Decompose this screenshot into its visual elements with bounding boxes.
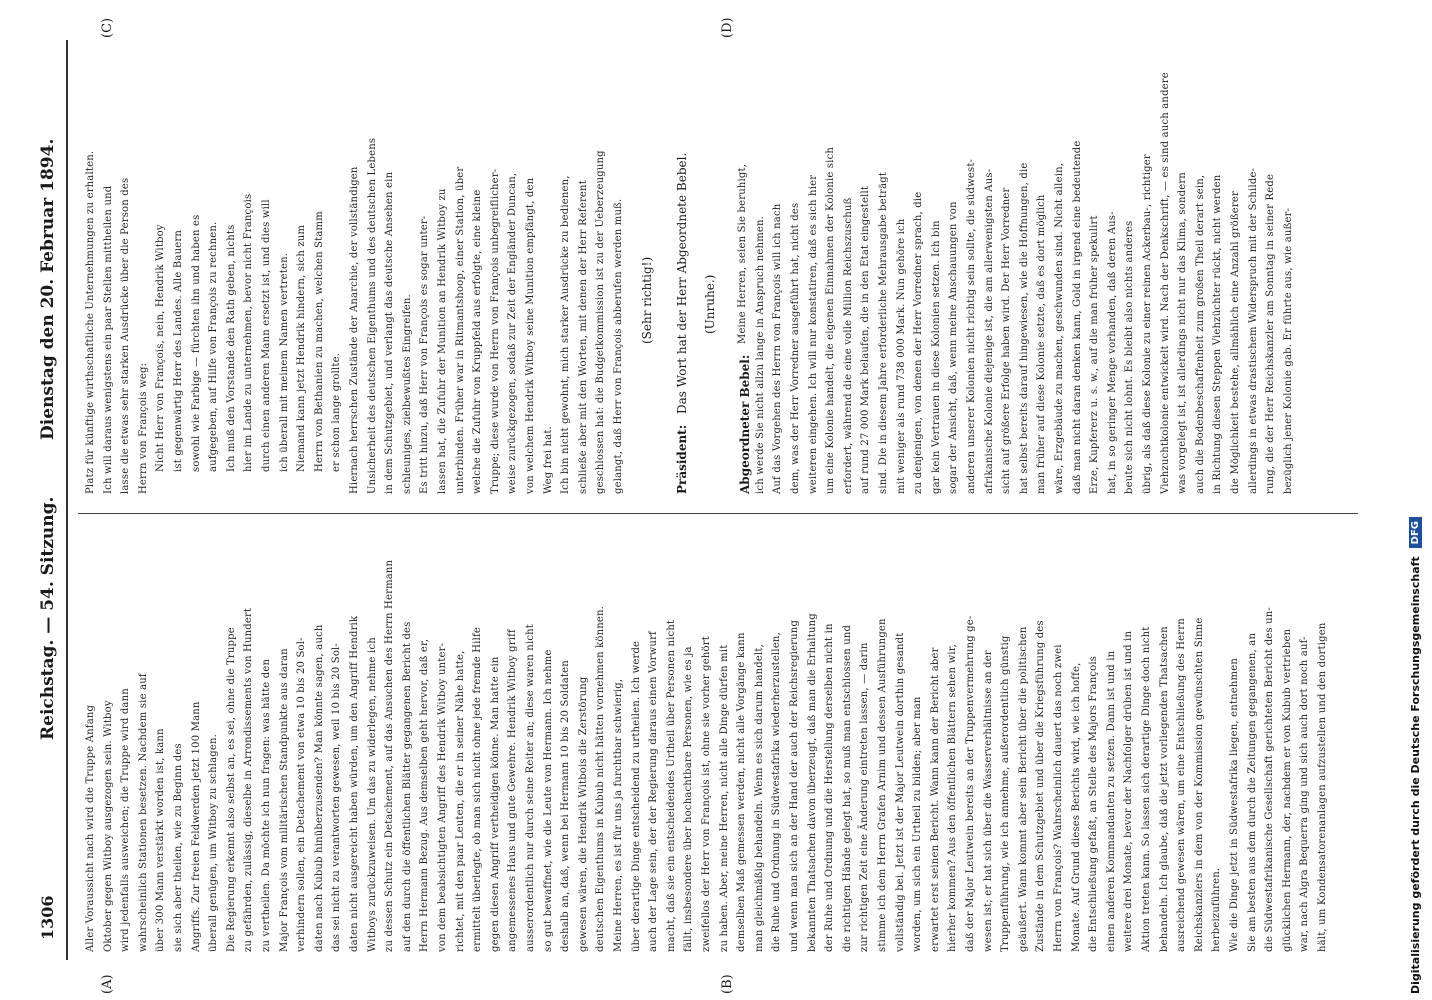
text-line: ausserordentlich nur durch seine Reiter an; diese waren nicht [525, 623, 536, 952]
text-line: bezüglich jener Kolonie gab. Er führte aus, wie außer- [1282, 207, 1294, 494]
text-line: Witboys zurückzuweisen. Um das zu widerlegen, nehme ich [366, 637, 378, 952]
running-title-date: Dienstag den 20. Februar 1894. [38, 138, 58, 440]
text-line: so gut bewaffnet, wie die Leute von Hermann. Ich nehme [542, 649, 554, 952]
speaker-label-bebel: Abgeordneter Bebel: [738, 354, 753, 494]
text-line: Aller Voraussicht nach wird die Truppe Anfang [85, 704, 96, 952]
text-line: daß man nicht daran denken kann, Gold in irgend eine bedeutende [1071, 140, 1083, 494]
text-line: weise zurückgezogen, sodaß zur Zeit der Engländer Duncan, [507, 172, 519, 494]
text-line: Herrn von Bethanien zu machen, welchen Stamm [313, 211, 325, 472]
text-line: Hiernach herrschen Zustände der Anarchie, der vollständigen [349, 166, 360, 494]
text-line: anderen unserer Kolonien nicht richtig sein sollte, die südwest- [965, 158, 977, 494]
text-line: Meine Herren, es ist für uns ja furchtbar schwierig, [613, 678, 624, 952]
text-line: richtet, mit den paar Leuten, die er in seiner Nähe hatte, [454, 650, 466, 952]
text-line: allerdings in etwas drastischem Widerspruch mit der Schilde- [1247, 167, 1259, 494]
text-line: beute sich nicht lohnt. Es bleibt also nichts anderes [1124, 220, 1136, 494]
text-line: Platz für künftige wirthschaftliche Unternehmungen zu erhalten. [85, 150, 96, 494]
text-line: macht, daß sie ein entscheidendes Urtheil über Personen nicht [665, 619, 677, 952]
text-line: man gleichmäßig behandeln. Wenn es sich darum handelt, [753, 643, 765, 952]
text-line: gewesen wären, die Hendrik Witbois die Zerstörung [577, 676, 589, 952]
text-line: Unsicherheit des deutschen Eigenthums und des deutschen Lebens [366, 137, 378, 494]
text-line: weitere drei Monate, bevor der Nachfolger drüben ist und in [1123, 630, 1135, 952]
text-line: Die Regierung erkennt also selbst an, es sei, ohne die Truppe [225, 627, 237, 952]
text-line: gar kein Vertrauen in diese Kolonien setzen. Ich bin [930, 220, 942, 494]
text-line: zu haben. Aber, meine Herren, nicht alle Dinge dürfen mit [718, 644, 730, 952]
text-line: auf rund 27 000 Mark belaufen, die in den Etat eingestellt [860, 185, 872, 494]
margin-marker-a: (A) [100, 974, 115, 994]
text-line: zur richtigen Zeit eine Änderung eintreten lassen, — darin [859, 642, 871, 952]
text-line: die Möglichkeit bestehe, allmählich eine Anzahl größerer [1229, 191, 1241, 494]
text-line: ermittelt überlegte, ob man sich nicht ohne jede fremde Hilfe [472, 626, 484, 952]
text-line: rung, die der Herr Reichskanzler am Sonntag in seiner Rede [1265, 173, 1277, 494]
text-line: daten nach Kubub hinüberzusenden? Man könnte sagen, auch [313, 624, 325, 952]
text-line: stimme ich dem Herrn Grafen Arnim und dessen Ausführungen [877, 618, 888, 952]
text-line: Herrn Hermann Bezug. Aus demselben geht hervor, daß er, [419, 638, 431, 952]
text-line: zu gefährden, zulässig, dieselbe in Arrondissements von Hundert [243, 607, 255, 952]
text-line: zu vertheilen. Da möchte ich nun fragen: was hätte den [261, 658, 272, 952]
text-line: in Richtung diesen Steppen Viehzüchter rückt, nicht werden [1212, 174, 1224, 494]
text-line: sie sich aber theilen, wie zu Beginn des [173, 743, 184, 952]
text-line: wesen ist; er hat sich über die Wasserverhältnisse an der [982, 650, 994, 952]
text-line: Angriffs. Zur freien Feldwerden jetzt 100 Mann [190, 701, 202, 952]
imprint-text: Digitalisierung gefördert durch die Deutsche Forschungsgemeinschaft [1408, 556, 1422, 994]
page-number: 1306 [38, 895, 57, 940]
president-label: Präsident: [674, 424, 689, 494]
president-statement: Das Wort hat der Herr Abgeordnete Bebel. [674, 152, 689, 414]
text-line: die Ruhe und Ordnung in Südwestafrika wiederherzustellen, [771, 632, 783, 952]
text-line: um eine Kolonie handelt, die eigenen Einnahmen der Kolonie sich [825, 146, 837, 494]
text-line: schleuniges, zielbewußtes Eingreifen. [401, 294, 413, 494]
text-line: lassen hat, die Zufuhr der Munition an Hendrik Witboy zu [437, 188, 448, 494]
text-line: erfordert, während die eine volle Million Reichszuschuß [842, 197, 854, 494]
column-divider [78, 513, 1358, 514]
text-line: ich werde Sie nicht allzu lange in Anspruch nehmen. [754, 215, 766, 494]
text-line: Auf das Vorgehen des Herrn von François will ich nach [772, 203, 784, 494]
text-line: Herrn von François weg: [137, 362, 149, 494]
text-line: zu dessen Schutz ein Detachement, auf das Ansuchen des Herrn Hermann [384, 559, 396, 952]
text-line: weiteren eingehen. Ich will nur konstatiren, daß es sich hier [807, 174, 819, 494]
text-line: Major François vom militärischen Standpunkte aus daran [278, 648, 290, 952]
text-line: mit weniger als rund 738 000 Mark. Nun gehöre ich [895, 218, 907, 494]
text-line: sogar der Ansicht, daß, wenn meine Anschauungen von [948, 201, 960, 494]
text-line: die Südwestafrikanische Gesellschaft gerichteten Bericht des un- [1264, 607, 1276, 952]
text-line: schließe aber mit den Worten, mit denen der Herr Referent [577, 180, 589, 494]
text-line: Truppenführung, wie ich annehme, außerordentlich günstig [1000, 635, 1012, 952]
margin-marker-c: (C) [100, 17, 115, 38]
text-line: hält, um Kondensatorenanlagen aufzustellen und den dortigen [1317, 622, 1328, 952]
text-line: Truppe; diese wurde von Herrn von François unbegreiflicher- [489, 168, 501, 494]
text-line: Aktion treten kann. So lassen sich derartige Dinge doch nicht [1141, 626, 1152, 952]
text-line: in dem Schutzgebiet, und verlangt das deutsche Ansehen ein [384, 171, 396, 494]
text-line: man früher auf diese Kolonie setzte, daß es dort möglich [1036, 194, 1048, 494]
text-line: Zustände in dem Schutzgebiet und über die Kriegsführung des [1035, 620, 1047, 952]
text-line: ausreichend gewesen wären, um eine Entschließung des Herrn [1176, 618, 1188, 952]
text-line: daß der Major Leutwein bereits an der Truppenvermehrung ge- [965, 615, 976, 952]
text-line: aufgegeben, auf Hilfe von François zu rechnen. [208, 221, 220, 472]
text-line: von dem beabsichtigten Angriff des Hendrik Witboy unter- [437, 642, 448, 952]
digitization-imprint [1404, 6, 1426, 994]
text-line: gegen diesen Angriff vertheidigen könne. Man hatte ein [489, 656, 501, 952]
text-line: Meine Herren, seien Sie beruhigt, [737, 163, 749, 344]
text-line: erwartet erst seinen Bericht. Wann kann der Bericht aber [929, 647, 941, 952]
text-line: deshalb an, daß, wenn bei Hermann 10 bis 20 Soldaten [560, 660, 572, 952]
text-line: afrikanische Kolonie diejenige ist, die am allerwenigsten Aus- [983, 168, 995, 494]
text-line: dem, was der Herr Vorredner ausgeführt hat, nicht des [789, 202, 801, 494]
text-line: auf den durch die öffentlichen Blätter gegangenen Bericht des [401, 621, 413, 952]
text-line: hier im Lande zu unternehmen, bevor nicht François [243, 193, 255, 472]
text-line: sowohl wie Farbige — fürchten ihn und haben es [190, 214, 202, 472]
text-line: vollständig bei. Jetzt ist der Major Leutwein dorthin gesandt [894, 632, 906, 952]
text-line: Weg frei hat. [542, 426, 554, 494]
text-line: Wie die Dinge jetzt in Südwestafrika liegen, entnehmen [1229, 658, 1240, 952]
running-title-session: Reichstag. — 54. Sitzung. [38, 496, 58, 740]
text-line: sind. Die in diesem Jahre erforderliche Mehrausgabe beträgt [877, 171, 889, 494]
text-line: Viehzuchtkolonie entwickelt wird. Nach der Denkschrift, — es sind auch andere [1159, 72, 1171, 494]
text-line: von welchem Hendrik Witboy seine Munition empfängt, den [525, 177, 536, 494]
text-line: demselben Maß gemessen werden, nicht alle Vorgänge kann [736, 632, 748, 952]
text-line: geäußert. Wann kommt aber sein Bericht über die politischen [1017, 626, 1029, 952]
text-line: hierher kommen? Aus den öffentlichen Blättern sehen wir, [947, 644, 959, 952]
text-line: angemessenes Haus und gute Gewehre. Hendrik Witboy griff [507, 629, 519, 952]
text-line: worden, um sich ein Urtheil zu bilden; aber man [912, 696, 924, 952]
text-line: lasse die etwas sehr starken Ausdrücke über die Person des [120, 177, 132, 494]
text-line: gelangt, daß Herr von François abberufen werden muß. [613, 198, 624, 494]
text-line: bekannten Thatsachen davon überzeugt, daß man die Erhaltung [806, 613, 818, 952]
text-line: Erze, Kupfererz u. s. w., auf die man früher spekulirt [1089, 215, 1101, 494]
text-line: zweifellos der Herr von François ist, ohne sie vorher gehört [701, 636, 712, 952]
text-line: hat, in so geringer Menge vorhanden, daß deren Aus- [1106, 211, 1118, 494]
text-line: durch einen anderen Mann ersetzt ist, und dies will [261, 199, 272, 472]
text-line: Es tritt hinzu, daß Herr von François es sogar unter- [419, 215, 431, 494]
text-line: über 300 Mann verstärkt worden ist, kann [155, 728, 167, 952]
text-line: ist gegenwärtig Herr des Landes. Alle Bauern [173, 230, 184, 472]
text-line: Monate. Auf Grund dieses Berichts wird, wie ich hoffe, [1070, 662, 1082, 952]
text-line: die richtigen Hände gelegt hat, so muß man entschlossen und [841, 624, 853, 952]
margin-marker-b: (B) [720, 974, 735, 994]
text-line: ich überall mit meinem Namen vertreten. [278, 252, 290, 472]
text-line: herbeizuführen. [1211, 867, 1223, 952]
text-line: hat selbst bereits darauf hingewiesen, wie die Hoffnungen, die [1018, 162, 1030, 494]
text-line: über derartige Dinge entscheidend zu urtheilen. Ich werde [630, 640, 642, 952]
text-line: verhindern sollen, ein Detachement von etwa 10 bis 20 Sol- [296, 637, 308, 952]
text-line: auch die Bodenbeschaffenheit zum großen Theil derart sein, [1194, 174, 1206, 494]
text-line: behandeln. Ich glaube, daß die jetzt vorliegenden Thatsachen [1158, 626, 1170, 952]
interjection-note: (Unruhe.) [702, 274, 717, 334]
text-line: wäre, Erzgebäude zu machen, geschwunden sind. Nicht allein, [1053, 162, 1065, 494]
text-line: einen anderen Kommandanten zu setzen. Dann ist und in [1105, 650, 1117, 952]
text-line: überall genügen, um Witboy zu schlagen. [208, 733, 220, 952]
text-line: zu denjenigen, von denen der Herr Vorredner sprach, die [913, 191, 925, 494]
text-line: wahrscheinlich Stationen besetzen. Nachdem sie auf [137, 673, 149, 952]
text-line: übrig, als daß diese Kolonie zu einer reinen Ackerbau-, richtiger [1141, 154, 1153, 494]
text-line: die Entschließung gefaßt, an Stelle des Majors François [1088, 655, 1100, 952]
dfg-logo: DFG [1409, 517, 1422, 548]
text-line: Herrn von François? Wahrscheinlich dauert das noch zwei [1053, 644, 1064, 952]
text-line: welche die Zufuhr von Kruppfeld aus erfolgte, eine kleine [472, 189, 484, 494]
approval-note: (Sehr richtig!) [639, 256, 654, 344]
text-line: Ich muß den Vorstande den Rath geben, nichts [225, 224, 237, 472]
text-line: Oktober gegen Witboy ausgezogen sein. Witboy [102, 700, 114, 952]
text-line: fällt, insbesondere über hochachtbare Personen, wie es ja [683, 646, 695, 952]
text-line: Ich will daraus wenigstens ein paar Stellen mittheilen und [102, 185, 114, 494]
text-line: daten nicht ausgereicht haben würden, um den Angriff Hendrik [349, 615, 360, 952]
margin-marker-d: (D) [720, 17, 735, 38]
text-line: Nicht Herr von François, nein, Hendrik Witboy [155, 224, 167, 472]
text-line: geschlossen hat: die Budgetkommission ist zu der Ueberzeugung [595, 150, 607, 494]
text-line: auch der Lage sein, der der Regierung daraus einen Vorwurf [648, 631, 660, 952]
text-line: war, nach Aigra Bequerra ging und sich auch dort noch auf- [1299, 636, 1311, 952]
text-line: was vorgelegt ist, ist allerdings nicht nur das Klima, sondern [1177, 172, 1189, 494]
text-line: und wenn man sich an der Hand der auch der Reichsregierung [789, 619, 800, 952]
text-line: deutschen Eigenthums in Kubub nicht hätten vornehmen können. [595, 606, 607, 952]
text-line: Reichskanzlers in dem von der Kommission gewünschten Sinne [1193, 617, 1205, 952]
text-line: Sie am besten aus dem durch die Zeitungen gegangenen, an [1246, 632, 1258, 952]
text-line: er schon lange grollte. [331, 352, 343, 472]
text-line: Niemand kann jetzt Hendrik hindern, sich zum [296, 224, 308, 472]
text-line: Ich bin nicht gewohnt, mich starker Ausdrücke zu bedienen, [560, 175, 572, 494]
text-line: sicht auf größere Erfolge haben wird. Der Herr Vorredner [1001, 187, 1013, 494]
header-rule [66, 40, 68, 960]
text-line: wird jedenfalls ausweichen; die Truppe wird dann [120, 688, 132, 952]
text-line: der Ruhe und Ordnung und die Herstellung derselben nicht in [824, 623, 836, 952]
text-line: unterbinden. Früher war in Ritmantshoop, einer Station, über [454, 166, 466, 494]
text-line: glücklichen Hermann, der, nachdem er von Kubub vertrieben [1281, 628, 1293, 952]
text-line: das sei nicht zu verantworten gewesen, weil 10 bis 20 Sol- [331, 642, 343, 952]
